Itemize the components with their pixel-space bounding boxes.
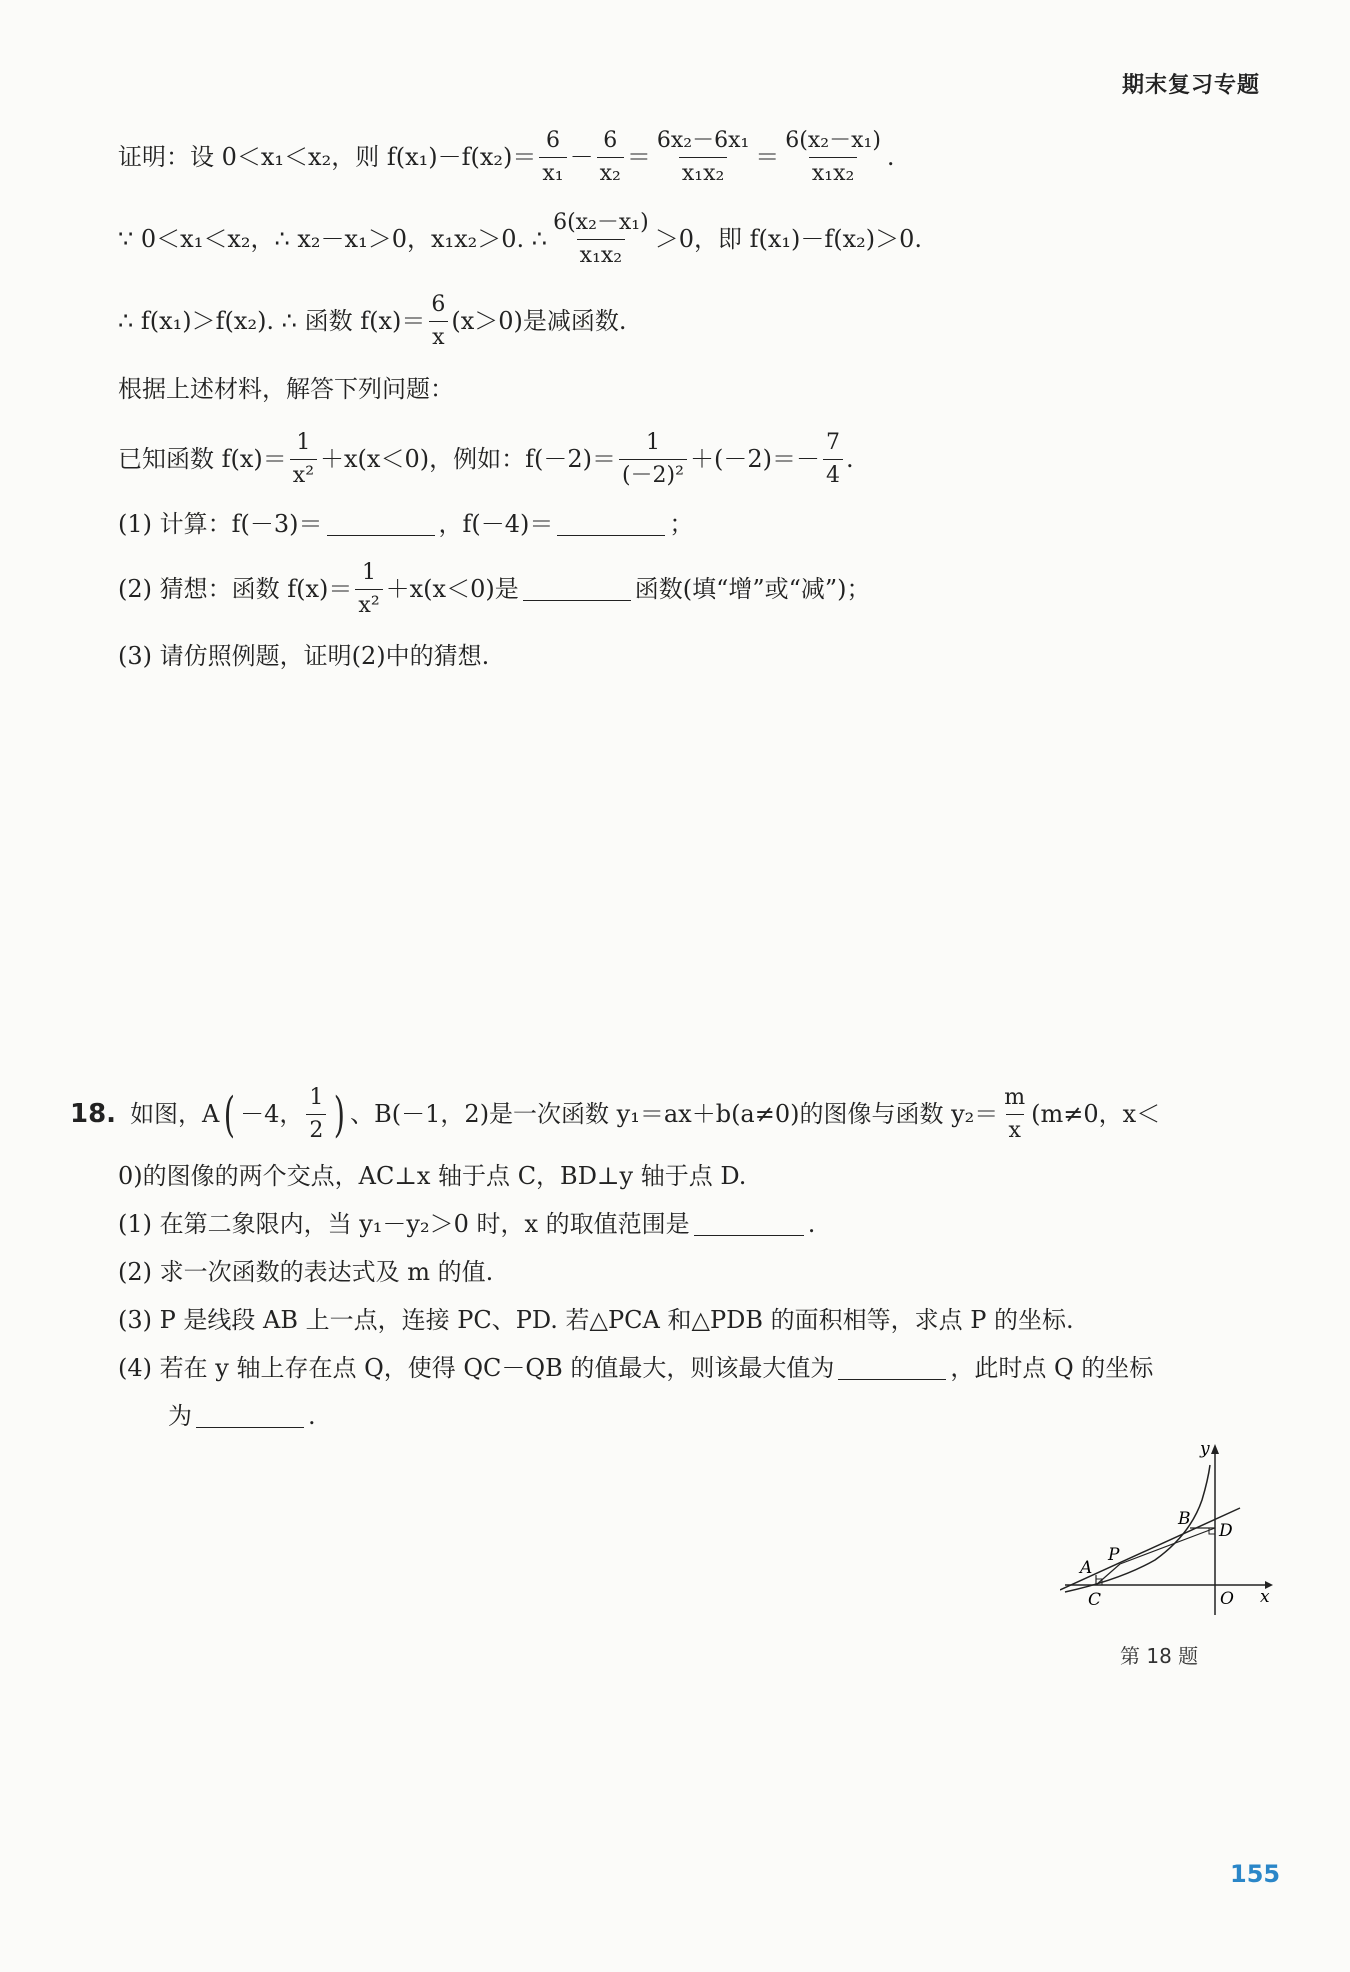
q18-part-1: [118, 1210, 815, 1239]
point-c-label: C: [1088, 1590, 1102, 1610]
fraction: $\frac{1}{2}$: [306, 1085, 326, 1145]
q18-part-4: [118, 1354, 1153, 1383]
equals-sign: ＝: [626, 143, 651, 172]
answer-blank[interactable]: [327, 513, 435, 536]
question-18-line-1: [70, 1085, 1160, 1145]
minus-sign: －: [569, 143, 594, 172]
part-1-text-2: ，f(－4)＝: [438, 510, 554, 538]
proof-line-2-tail: ＞0，即 f(x₁)－f(x₂)＞0.: [654, 225, 923, 254]
given-text-3: ＋(－2)＝－: [689, 445, 820, 474]
point-a-x: －4，: [240, 1100, 304, 1129]
point-p-label: P: [1108, 1545, 1120, 1565]
segment-pc: [1096, 1564, 1120, 1585]
given-function: [118, 430, 854, 490]
given-text: 已知函数 f(x)＝: [118, 445, 287, 474]
answer-blank[interactable]: [557, 513, 665, 536]
question-18-text-2: 、B(－1，2)是一次函数 y₁＝ax＋b(a≠0)的图像与函数 y₂＝: [350, 1100, 999, 1129]
period: .: [845, 445, 854, 474]
period: .: [308, 1402, 316, 1430]
point-b-label: B: [1178, 1509, 1191, 1529]
part-1-text: (1) 计算：f(－3)＝: [118, 510, 323, 538]
part-2-text-2: ＋x(x＜0)是: [385, 575, 519, 604]
y-axis-label: y: [1200, 1440, 1210, 1459]
q18-part-4-text: (4) 若在 y 轴上存在点 Q，使得 QC－QB 的值最大，则该最大值为: [118, 1354, 835, 1382]
fraction: $\frac{6}{x}$: [428, 292, 448, 352]
proof-line-2-text: ∵ 0＜x₁＜x₂，∴ x₂－x₁＞0，x₁x₂＞0. ∴: [118, 225, 548, 254]
answer-blank[interactable]: [523, 578, 631, 601]
proof-line-1-text: 证明：设 0＜x₁＜x₂，则 f(x₁)－f(x₂)＝: [118, 143, 537, 172]
period: .: [807, 1210, 816, 1238]
fraction: $\frac{6}{\text{x₁}}$: [539, 128, 566, 188]
fraction: $\frac{\text{6(x₂－x₁)}}{\text{x₁x₂}}$: [553, 210, 649, 269]
fraction: $\frac{\text{6x₂－6x₁}}{\text{x₁x₂}}$: [656, 128, 750, 187]
page-number: 155: [1230, 1860, 1281, 1888]
part-2-text-3: 函数(填“增”或“减”)；: [634, 575, 871, 604]
q18-part-1-text: (1) 在第二象限内，当 y₁－y₂＞0 时，x 的取值范围是: [118, 1210, 690, 1238]
figure-caption: 第 18 题: [1120, 1644, 1199, 1668]
y-axis-arrow: [1211, 1444, 1219, 1454]
question-18-figure: [1060, 1440, 1275, 1630]
fraction: $\frac{1}{\text{x²}}$: [355, 560, 382, 620]
question-18-text: 如图，A: [130, 1100, 220, 1129]
material-intro: 根据上述材料，解答下列问题：: [118, 375, 454, 403]
part-2-text: (2) 猜想：函数 f(x)＝: [118, 575, 353, 604]
fraction: $\frac{1}{\text{(－2)²}}$: [619, 430, 687, 490]
period: .: [886, 143, 895, 172]
equals-sign: ＝: [755, 143, 780, 172]
question-number: 18.: [70, 1099, 117, 1130]
q18-part-4-text-2: ，此时点 Q 的坐标: [950, 1354, 1154, 1382]
part-1: [118, 510, 693, 539]
proof-line-3-tail: (x＞0)是减函数.: [451, 307, 627, 336]
answer-blank[interactable]: [694, 1213, 804, 1236]
proof-line-1: [118, 128, 895, 188]
right-paren: ): [334, 1086, 346, 1143]
fraction: $\frac{7}{4}$: [823, 430, 843, 490]
given-text-2: ＋x(x＜0)，例如：f(－2)＝: [320, 445, 616, 474]
q18-part-3: (3) P 是线段 AB 上一点，连接 PC、PD. 若△PCA 和△PDB 的面积相等，求点 P 的坐标.: [118, 1306, 1074, 1334]
point-a-label: A: [1080, 1558, 1093, 1578]
x-axis-label: x: [1260, 1587, 1270, 1607]
point-d-label: D: [1219, 1521, 1233, 1541]
fraction: $\frac{1}{\text{x²}}$: [290, 430, 317, 490]
question-18-line-2: 0)的图像的两个交点，AC⊥x 轴于点 C，BD⊥y 轴于点 D.: [118, 1162, 747, 1190]
proof-line-2: [118, 210, 922, 270]
q18-part-2: (2) 求一次函数的表达式及 m 的值.: [118, 1258, 494, 1286]
proof-line-3-text: ∴ f(x₁)＞f(x₂). ∴ 函数 f(x)＝: [118, 307, 426, 336]
fraction: $\frac{6}{\text{x₂}}$: [597, 128, 624, 188]
q18-part-4-text-3: 为: [168, 1402, 192, 1430]
part-2: [118, 560, 871, 620]
q18-part-4-cont: [168, 1402, 316, 1431]
proof-line-3: [118, 292, 627, 352]
segment-pd: [1120, 1528, 1215, 1564]
fraction: $\frac{m}{x}$: [1004, 1085, 1026, 1144]
answer-blank[interactable]: [196, 1405, 304, 1428]
origin-label: O: [1220, 1589, 1234, 1609]
part-1-end: ；: [669, 510, 694, 538]
section-title: 期末复习专题: [1121, 73, 1260, 98]
part-3: (3) 请仿照例题，证明(2)中的猜想.: [118, 642, 490, 670]
fraction: $\frac{\text{6(x₂－x₁)}}{\text{x₁x₂}}$: [785, 128, 881, 187]
answer-blank[interactable]: [838, 1357, 946, 1380]
question-18-text-3: (m≠0，x＜: [1031, 1100, 1161, 1129]
left-paren: (: [224, 1086, 236, 1143]
